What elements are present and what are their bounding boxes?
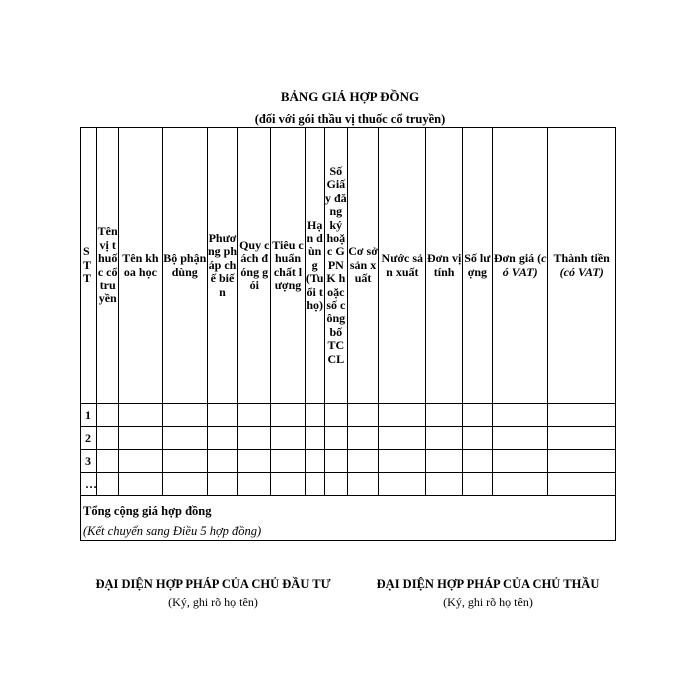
col-header-quantity: Số lượng bbox=[462, 128, 492, 404]
investor-signature-block bbox=[73, 577, 353, 610]
col-header-unit-price bbox=[492, 128, 547, 404]
col-header-processing: Phương pháp chế biến bbox=[207, 128, 237, 404]
unit-price-label: Đơn giá ( bbox=[493, 251, 542, 266]
table-row bbox=[81, 473, 616, 496]
contractor-signature-hint: (Ký, ghi rõ họ tên) bbox=[443, 595, 533, 609]
price-table bbox=[80, 127, 616, 541]
investor-signature-hint: (Ký, ghi rõ họ tên) bbox=[168, 595, 258, 609]
total-amount-label: Thành tiền bbox=[553, 251, 610, 266]
col-header-name: Tên vị thuốc cổ truyền bbox=[97, 128, 119, 404]
row-number: 2 bbox=[81, 427, 97, 450]
col-header-expiry: Hạn dùng (Tuổi thọ) bbox=[305, 128, 324, 404]
table-row bbox=[81, 450, 616, 473]
contractor-signature-block bbox=[348, 577, 628, 610]
contractor-representative-label: ĐẠI DIỆN HỢP PHÁP CỦA CHỦ THẦU bbox=[376, 577, 600, 591]
col-header-scientific-name: Tên khoa học bbox=[119, 128, 162, 404]
unit-price-vat-note: có VAT) bbox=[502, 251, 547, 279]
row-number: 3 bbox=[81, 450, 97, 473]
document-title: BẢNG GIÁ HỢP ĐỒNG bbox=[280, 89, 420, 104]
total-note: (Kết chuyển sang Điều 5 hợp đồng) bbox=[83, 524, 262, 538]
total-label: Tổng cộng giá hợp đồng bbox=[83, 504, 212, 518]
header-row bbox=[81, 128, 616, 404]
table-row bbox=[81, 427, 616, 450]
col-header-stt: STT bbox=[81, 128, 97, 404]
row-number: … bbox=[81, 473, 97, 496]
row-number: 1 bbox=[81, 404, 97, 427]
table-row bbox=[81, 404, 616, 427]
total-vat-note: (có VAT) bbox=[559, 264, 604, 279]
col-header-part-used: Bộ phận dùng bbox=[162, 128, 207, 404]
col-header-registration: Số Giấy đăng ký hoặc GPNK hoặc số công bố TCCL bbox=[324, 128, 347, 404]
col-header-manufacturer: Cơ sở sản xuất bbox=[347, 128, 378, 404]
col-header-packaging: Quy cách đóng gói bbox=[238, 128, 271, 404]
col-header-quality-standard: Tiêu chuẩn chất lượng bbox=[271, 128, 305, 404]
col-header-total bbox=[548, 128, 616, 404]
investor-representative-label: ĐẠI DIỆN HỢP PHÁP CỦA CHỦ ĐẦU TƯ bbox=[95, 577, 331, 591]
document-subtitle: (đối với gói thầu vị thuốc cổ truyền) bbox=[254, 112, 446, 126]
total-row bbox=[81, 496, 616, 541]
col-header-country: Nước sản xuất bbox=[379, 128, 426, 404]
col-header-unit: Đơn vị tính bbox=[426, 128, 462, 404]
